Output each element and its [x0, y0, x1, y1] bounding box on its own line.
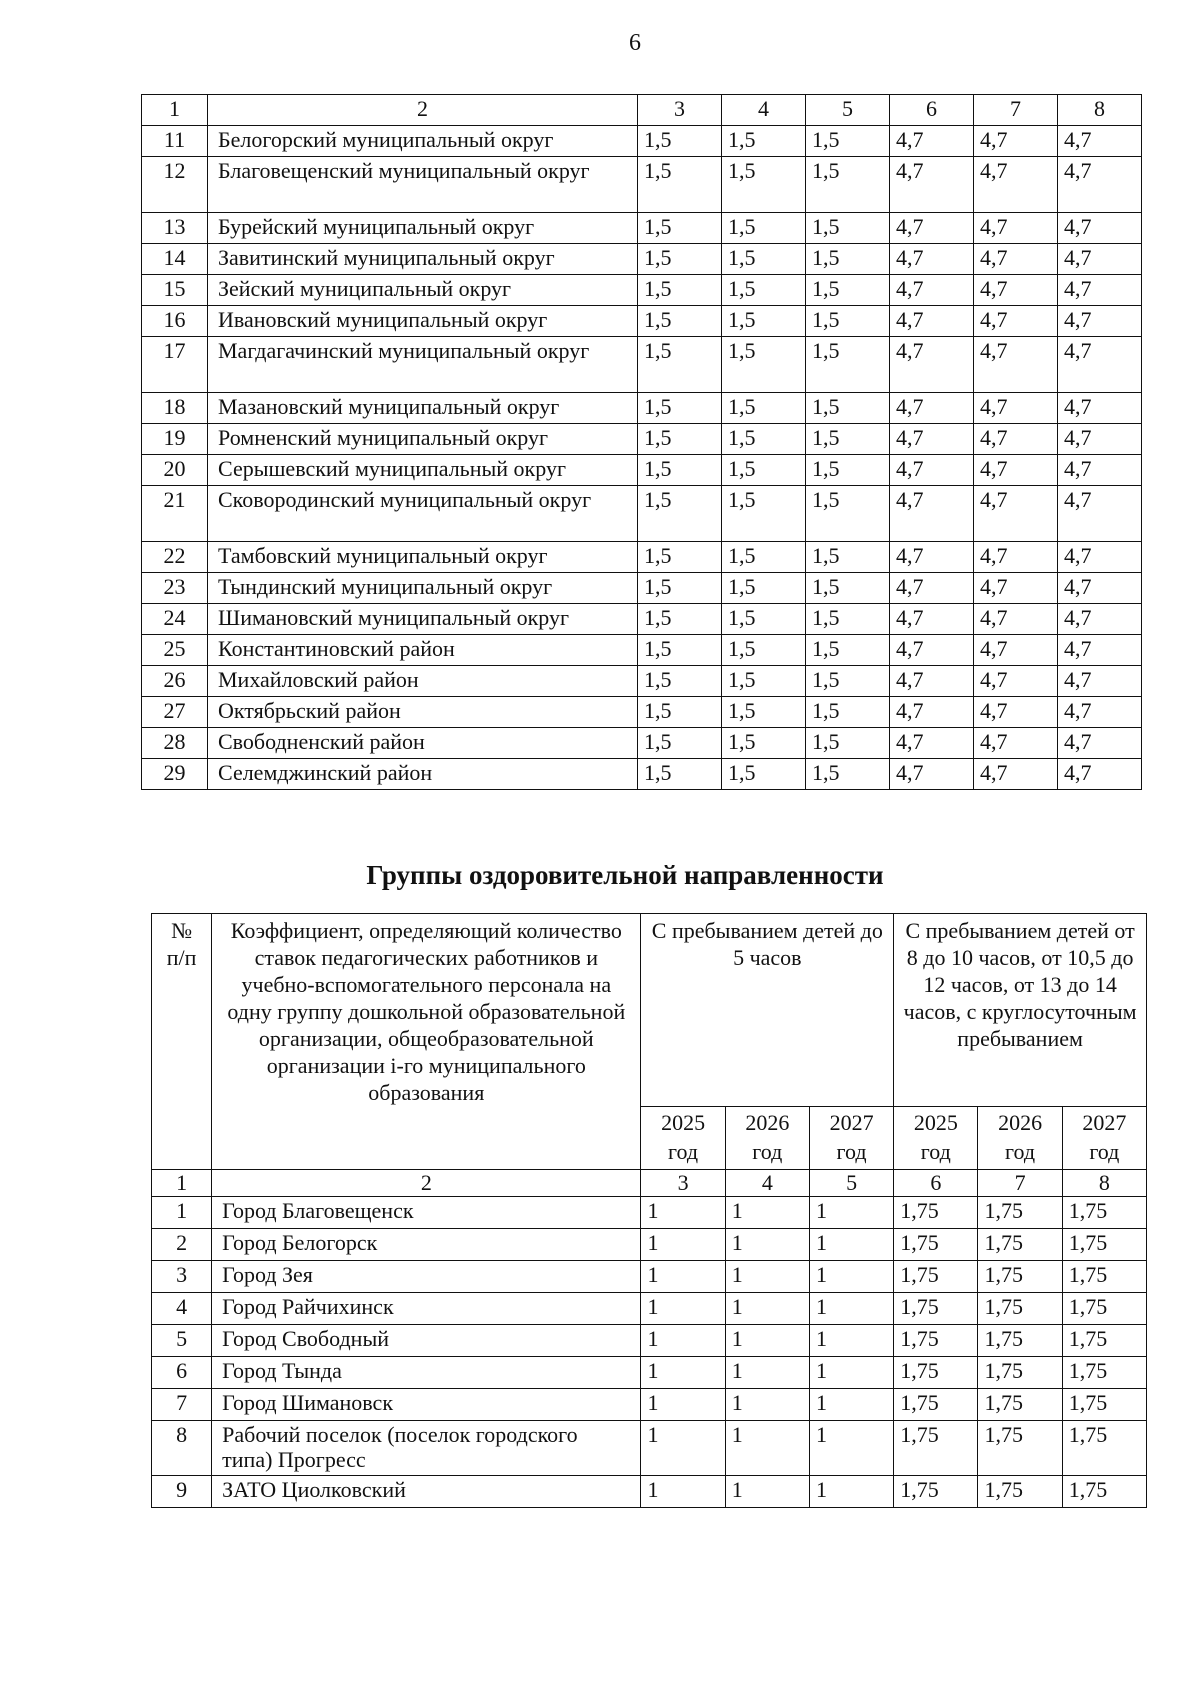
table-row: [152, 1476, 1147, 1508]
coefficient-value: 4,7: [974, 573, 1058, 604]
coefficient-value: 4,7: [1058, 697, 1142, 728]
coefficient-value: 1,5: [638, 542, 722, 573]
coefficient-value: 4,7: [890, 213, 974, 244]
row-number: 23: [142, 573, 208, 604]
coefficient-value: 1,5: [722, 306, 806, 337]
row-number: 17: [142, 337, 208, 393]
coefficient-value: 1,5: [722, 759, 806, 790]
coefficient-value: 4,7: [890, 573, 974, 604]
coefficient-value: 1,5: [638, 697, 722, 728]
row-number: 18: [142, 393, 208, 424]
coefficient-value: 4,7: [1058, 244, 1142, 275]
column-number: 8: [1062, 1170, 1146, 1197]
coefficient-table-continued: [141, 94, 1142, 790]
coefficient-value: 4,7: [890, 126, 974, 157]
coefficient-value: 1,5: [722, 635, 806, 666]
coefficient-value: 1,75: [1062, 1293, 1146, 1325]
coefficient-value: 1: [641, 1389, 725, 1421]
coefficient-value: 1,75: [978, 1229, 1062, 1261]
header-year: 2025 год: [641, 1107, 725, 1170]
municipality-name: Зейский муниципальный округ: [208, 275, 638, 306]
coefficient-value: 1,5: [806, 157, 890, 213]
table-row: [142, 213, 1142, 244]
coefficient-value: 4,7: [974, 244, 1058, 275]
column-number: 6: [890, 95, 974, 126]
municipality-name: Свободненский район: [208, 728, 638, 759]
coefficient-value: 1: [809, 1229, 893, 1261]
coefficient-value: 1,75: [978, 1476, 1062, 1508]
row-number: 26: [142, 666, 208, 697]
municipality-name: Город Зея: [212, 1261, 641, 1293]
coefficient-value: 4,7: [1058, 666, 1142, 697]
coefficient-value: 1,5: [806, 759, 890, 790]
row-number: 16: [142, 306, 208, 337]
coefficient-value: 1,5: [638, 759, 722, 790]
table-row: [152, 1357, 1147, 1389]
coefficient-value: 1,5: [638, 337, 722, 393]
table-row: [142, 126, 1142, 157]
municipality-name: Ромненский муниципальный округ: [208, 424, 638, 455]
municipality-name: Город Райчихинск: [212, 1293, 641, 1325]
coefficient-value: 1,5: [806, 542, 890, 573]
table-row: [152, 1197, 1147, 1229]
municipality-name: Тындинский муниципальный округ: [208, 573, 638, 604]
municipality-name: Город Благовещенск: [212, 1197, 641, 1229]
header-year: 2027 год: [1062, 1107, 1146, 1170]
coefficient-value: 1: [641, 1325, 725, 1357]
coefficient-value: 4,7: [890, 455, 974, 486]
column-number: 3: [638, 95, 722, 126]
header-year: 2026 год: [978, 1107, 1062, 1170]
coefficient-value: 1,5: [806, 393, 890, 424]
coefficient-value: 1,5: [722, 697, 806, 728]
coefficient-value: 1,5: [806, 604, 890, 635]
coefficient-value: 1,5: [722, 157, 806, 213]
table-row: [142, 666, 1142, 697]
coefficient-value: 1: [725, 1229, 809, 1261]
coefficient-value: 1,5: [722, 337, 806, 393]
coefficient-value: 4,7: [1058, 573, 1142, 604]
coefficient-value: 1: [809, 1389, 893, 1421]
coefficient-value: 1: [809, 1261, 893, 1293]
table-row: [152, 1293, 1147, 1325]
coefficient-value: 1,5: [638, 455, 722, 486]
header-group-up-to-5-hours: С пребыванием детей до 5 часов: [641, 914, 894, 1107]
row-number: 1: [152, 1197, 212, 1229]
coefficient-value: 1,5: [806, 455, 890, 486]
municipality-name: Благовещенский муниципальный округ: [208, 157, 638, 213]
coefficient-value: 4,7: [974, 486, 1058, 542]
coefficient-value: 1,5: [722, 275, 806, 306]
coefficient-value: 1,5: [806, 213, 890, 244]
coefficient-value: 1: [809, 1476, 893, 1508]
column-numbers-row: [142, 95, 1142, 126]
header-year: 2025 год: [894, 1107, 978, 1170]
coefficient-value: 4,7: [1058, 728, 1142, 759]
coefficient-value: 4,7: [890, 604, 974, 635]
header-group-long-stay: С пребыванием детей от 8 до 10 часов, от 10,5 до 12 часов, от 13 до 14 часов, с круглосуточным пребыванием: [894, 914, 1147, 1107]
row-number: 2: [152, 1229, 212, 1261]
coefficient-value: 1,5: [638, 604, 722, 635]
coefficient-value: 1: [809, 1357, 893, 1389]
coefficient-value: 4,7: [890, 486, 974, 542]
coefficient-value: 1,5: [638, 393, 722, 424]
coefficient-value: 1,5: [638, 635, 722, 666]
coefficient-value: 1,75: [894, 1229, 978, 1261]
coefficient-value: 1,5: [806, 697, 890, 728]
table-row: [142, 455, 1142, 486]
table-row: [142, 542, 1142, 573]
table-row: [142, 157, 1142, 213]
coefficient-value: 4,7: [1058, 635, 1142, 666]
municipality-name: Рабочий поселок (поселок городского типа) Прогресс: [212, 1421, 641, 1476]
coefficient-value: 4,7: [1058, 213, 1142, 244]
coefficient-value: 4,7: [974, 424, 1058, 455]
coefficient-value: 1,5: [638, 157, 722, 213]
coefficient-value: 1,5: [638, 213, 722, 244]
coefficient-value: 1: [641, 1357, 725, 1389]
row-number: 29: [142, 759, 208, 790]
row-number: 4: [152, 1293, 212, 1325]
row-number: 8: [152, 1421, 212, 1476]
table-row: [152, 1389, 1147, 1421]
coefficient-value: 1,5: [806, 635, 890, 666]
table-row: [152, 1421, 1147, 1476]
coefficient-value: 1,5: [722, 244, 806, 275]
row-number: 11: [142, 126, 208, 157]
row-number: 21: [142, 486, 208, 542]
municipality-name: Магдагачинский муниципальный округ: [208, 337, 638, 393]
municipality-name: Город Шимановск: [212, 1389, 641, 1421]
column-number: 7: [978, 1170, 1062, 1197]
municipality-name: Мазановский муниципальный округ: [208, 393, 638, 424]
municipality-name: Октябрьский район: [208, 697, 638, 728]
table-row: [142, 604, 1142, 635]
coefficient-value: 1,75: [894, 1389, 978, 1421]
municipality-name: Селемджинский район: [208, 759, 638, 790]
coefficient-value: 4,7: [890, 337, 974, 393]
column-number: 1: [152, 1170, 212, 1197]
coefficient-value: 1,75: [978, 1325, 1062, 1357]
coefficient-value: 1,5: [722, 126, 806, 157]
coefficient-value: 4,7: [890, 244, 974, 275]
coefficient-value: 1,5: [722, 666, 806, 697]
coefficient-value: 1,5: [638, 728, 722, 759]
coefficient-value: 1: [725, 1357, 809, 1389]
column-number: 8: [1058, 95, 1142, 126]
coefficient-value: 4,7: [890, 728, 974, 759]
table-row: [142, 635, 1142, 666]
municipality-name: Город Свободный: [212, 1325, 641, 1357]
municipality-name: Бурейский муниципальный округ: [208, 213, 638, 244]
coefficient-value: 4,7: [890, 275, 974, 306]
coefficient-value: 1,75: [1062, 1476, 1146, 1508]
coefficient-value: 1: [641, 1197, 725, 1229]
coefficient-value: 1,75: [978, 1261, 1062, 1293]
coefficient-value: 1: [641, 1293, 725, 1325]
coefficient-value: 1,5: [722, 213, 806, 244]
coefficient-value: 1,5: [722, 728, 806, 759]
row-number: 24: [142, 604, 208, 635]
row-number: 9: [152, 1476, 212, 1508]
coefficient-value: 1,75: [894, 1357, 978, 1389]
coefficient-value: 1,5: [722, 393, 806, 424]
coefficient-value: 4,7: [890, 306, 974, 337]
coefficient-value: 1,5: [722, 542, 806, 573]
column-number: 4: [722, 95, 806, 126]
coefficient-value: 4,7: [890, 759, 974, 790]
coefficient-value: 1,75: [894, 1261, 978, 1293]
table-row: [142, 573, 1142, 604]
coefficient-value: 1,75: [894, 1476, 978, 1508]
coefficient-value: 1,75: [894, 1325, 978, 1357]
coefficient-value: 1,5: [806, 728, 890, 759]
coefficient-value: 4,7: [890, 157, 974, 213]
column-number: 2: [212, 1170, 641, 1197]
header-year: 2027 год: [809, 1107, 893, 1170]
header-num: № п/п: [152, 914, 212, 1170]
coefficient-value: 1: [725, 1325, 809, 1357]
coefficient-value: 1,5: [722, 604, 806, 635]
column-number: 1: [142, 95, 208, 126]
coefficient-value: 1,5: [638, 486, 722, 542]
coefficient-value: 1,75: [1062, 1421, 1146, 1476]
health-groups-table: [151, 913, 1147, 1508]
coefficient-value: 1,5: [806, 486, 890, 542]
coefficient-value: 1,75: [1062, 1261, 1146, 1293]
municipality-name: Тамбовский муниципальный округ: [208, 542, 638, 573]
coefficient-value: 1: [725, 1261, 809, 1293]
table-header-row: [152, 914, 1147, 1107]
coefficient-value: 4,7: [890, 635, 974, 666]
municipality-name: Сковородинский муниципальный округ: [208, 486, 638, 542]
municipality-name: Город Белогорск: [212, 1229, 641, 1261]
row-number: 12: [142, 157, 208, 213]
coefficient-value: 4,7: [974, 126, 1058, 157]
coefficient-value: 4,7: [890, 393, 974, 424]
coefficient-value: 1,5: [806, 126, 890, 157]
coefficient-value: 1,75: [1062, 1357, 1146, 1389]
column-number: 4: [725, 1170, 809, 1197]
coefficient-value: 1: [809, 1293, 893, 1325]
coefficient-value: 1,5: [638, 573, 722, 604]
coefficient-value: 1,5: [722, 424, 806, 455]
coefficient-value: 1,5: [806, 337, 890, 393]
table-row: [142, 759, 1142, 790]
coefficient-value: 1,5: [806, 573, 890, 604]
municipality-name: Шимановский муниципальный округ: [208, 604, 638, 635]
row-number: 3: [152, 1261, 212, 1293]
coefficient-value: 4,7: [974, 728, 1058, 759]
coefficient-value: 4,7: [890, 666, 974, 697]
coefficient-value: 1,5: [806, 275, 890, 306]
row-number: 15: [142, 275, 208, 306]
coefficient-value: 1,5: [722, 486, 806, 542]
coefficient-value: 1: [725, 1389, 809, 1421]
coefficient-value: 1,75: [1062, 1389, 1146, 1421]
column-number: 5: [809, 1170, 893, 1197]
coefficient-value: 4,7: [974, 393, 1058, 424]
coefficient-value: 4,7: [1058, 306, 1142, 337]
municipality-name: Константиновский район: [208, 635, 638, 666]
coefficient-value: 4,7: [974, 275, 1058, 306]
coefficient-value: 1: [725, 1476, 809, 1508]
coefficient-value: 4,7: [890, 424, 974, 455]
coefficient-value: 1: [641, 1476, 725, 1508]
coefficient-value: 4,7: [974, 213, 1058, 244]
column-numbers-row: [152, 1170, 1147, 1197]
row-number: 5: [152, 1325, 212, 1357]
coefficient-value: 4,7: [1058, 126, 1142, 157]
coefficient-value: 1,75: [894, 1293, 978, 1325]
column-number: 3: [641, 1170, 725, 1197]
table-row: [142, 244, 1142, 275]
coefficient-value: 1,75: [1062, 1197, 1146, 1229]
coefficient-value: 1,5: [638, 666, 722, 697]
coefficient-value: 1: [725, 1293, 809, 1325]
coefficient-value: 4,7: [1058, 275, 1142, 306]
municipality-name: Михайловский район: [208, 666, 638, 697]
coefficient-value: 4,7: [1058, 424, 1142, 455]
coefficient-value: 1,75: [978, 1421, 1062, 1476]
row-number: 28: [142, 728, 208, 759]
coefficient-value: 1,75: [1062, 1229, 1146, 1261]
row-number: 25: [142, 635, 208, 666]
column-number: 6: [894, 1170, 978, 1197]
coefficient-value: 1,5: [722, 573, 806, 604]
municipality-name: Серышевский муниципальный округ: [208, 455, 638, 486]
coefficient-value: 4,7: [1058, 455, 1142, 486]
coefficient-value: 4,7: [974, 604, 1058, 635]
coefficient-value: 1,5: [806, 666, 890, 697]
table-row: [152, 1325, 1147, 1357]
coefficient-value: 1,75: [1062, 1325, 1146, 1357]
row-number: 20: [142, 455, 208, 486]
coefficient-value: 4,7: [974, 306, 1058, 337]
column-number: 7: [974, 95, 1058, 126]
row-number: 14: [142, 244, 208, 275]
table-row: [142, 337, 1142, 393]
row-number: 13: [142, 213, 208, 244]
header-year: 2026 год: [725, 1107, 809, 1170]
coefficient-value: 4,7: [1058, 157, 1142, 213]
municipality-name: Белогорский муниципальный округ: [208, 126, 638, 157]
coefficient-value: 1: [725, 1421, 809, 1476]
column-number: 5: [806, 95, 890, 126]
coefficient-value: 4,7: [974, 157, 1058, 213]
coefficient-value: 4,7: [1058, 337, 1142, 393]
table-row: [142, 275, 1142, 306]
coefficient-value: 1: [809, 1421, 893, 1476]
table-row: [142, 306, 1142, 337]
header-coefficient: Коэффициент, определяющий количество ставок педагогических работников и учебно-вспомогательного персонала на одну группу дошкольной образовательной организации, общеобразовательной организации i-го муниципального образования: [212, 914, 641, 1170]
coefficient-value: 4,7: [974, 455, 1058, 486]
municipality-name: Завитинский муниципальный округ: [208, 244, 638, 275]
row-number: 27: [142, 697, 208, 728]
coefficient-value: 4,7: [974, 697, 1058, 728]
coefficient-value: 4,7: [974, 759, 1058, 790]
coefficient-value: 4,7: [1058, 486, 1142, 542]
coefficient-value: 1,75: [894, 1197, 978, 1229]
coefficient-value: 1,5: [806, 244, 890, 275]
coefficient-value: 4,7: [974, 666, 1058, 697]
coefficient-value: 1: [641, 1261, 725, 1293]
coefficient-value: 1: [725, 1197, 809, 1229]
coefficient-value: 4,7: [890, 697, 974, 728]
row-number: 6: [152, 1357, 212, 1389]
coefficient-value: 1,5: [638, 126, 722, 157]
coefficient-value: 1,5: [638, 275, 722, 306]
coefficient-value: 1,75: [978, 1357, 1062, 1389]
coefficient-value: 1,5: [638, 424, 722, 455]
coefficient-value: 4,7: [974, 337, 1058, 393]
coefficient-value: 4,7: [974, 542, 1058, 573]
coefficient-value: 1,5: [806, 424, 890, 455]
coefficient-value: 4,7: [1058, 542, 1142, 573]
row-number: 7: [152, 1389, 212, 1421]
column-number: 2: [208, 95, 638, 126]
coefficient-value: 1,5: [638, 306, 722, 337]
coefficient-value: 1,75: [978, 1389, 1062, 1421]
coefficient-value: 4,7: [974, 635, 1058, 666]
section-title: Группы оздоровительной направленности: [366, 860, 884, 890]
coefficient-value: 1,75: [978, 1293, 1062, 1325]
coefficient-value: 4,7: [1058, 393, 1142, 424]
coefficient-value: 1,5: [722, 455, 806, 486]
coefficient-value: 4,7: [1058, 604, 1142, 635]
municipality-name: ЗАТО Циолковский: [212, 1476, 641, 1508]
coefficient-value: 1,75: [894, 1421, 978, 1476]
coefficient-value: 1: [641, 1229, 725, 1261]
coefficient-value: 1,5: [638, 244, 722, 275]
table-row: [142, 393, 1142, 424]
coefficient-value: 1,5: [806, 306, 890, 337]
row-number: 19: [142, 424, 208, 455]
coefficient-value: 1: [809, 1325, 893, 1357]
coefficient-value: 1,75: [978, 1197, 1062, 1229]
table-row: [142, 486, 1142, 542]
coefficient-value: 4,7: [1058, 759, 1142, 790]
table-row: [142, 728, 1142, 759]
table-row: [152, 1229, 1147, 1261]
page-number: 6: [629, 30, 641, 56]
coefficient-value: 4,7: [890, 542, 974, 573]
table-row: [142, 697, 1142, 728]
municipality-name: Город Тында: [212, 1357, 641, 1389]
coefficient-value: 1: [809, 1197, 893, 1229]
coefficient-value: 1: [641, 1421, 725, 1476]
table-row: [152, 1261, 1147, 1293]
row-number: 22: [142, 542, 208, 573]
table-row: [142, 424, 1142, 455]
municipality-name: Ивановский муниципальный округ: [208, 306, 638, 337]
